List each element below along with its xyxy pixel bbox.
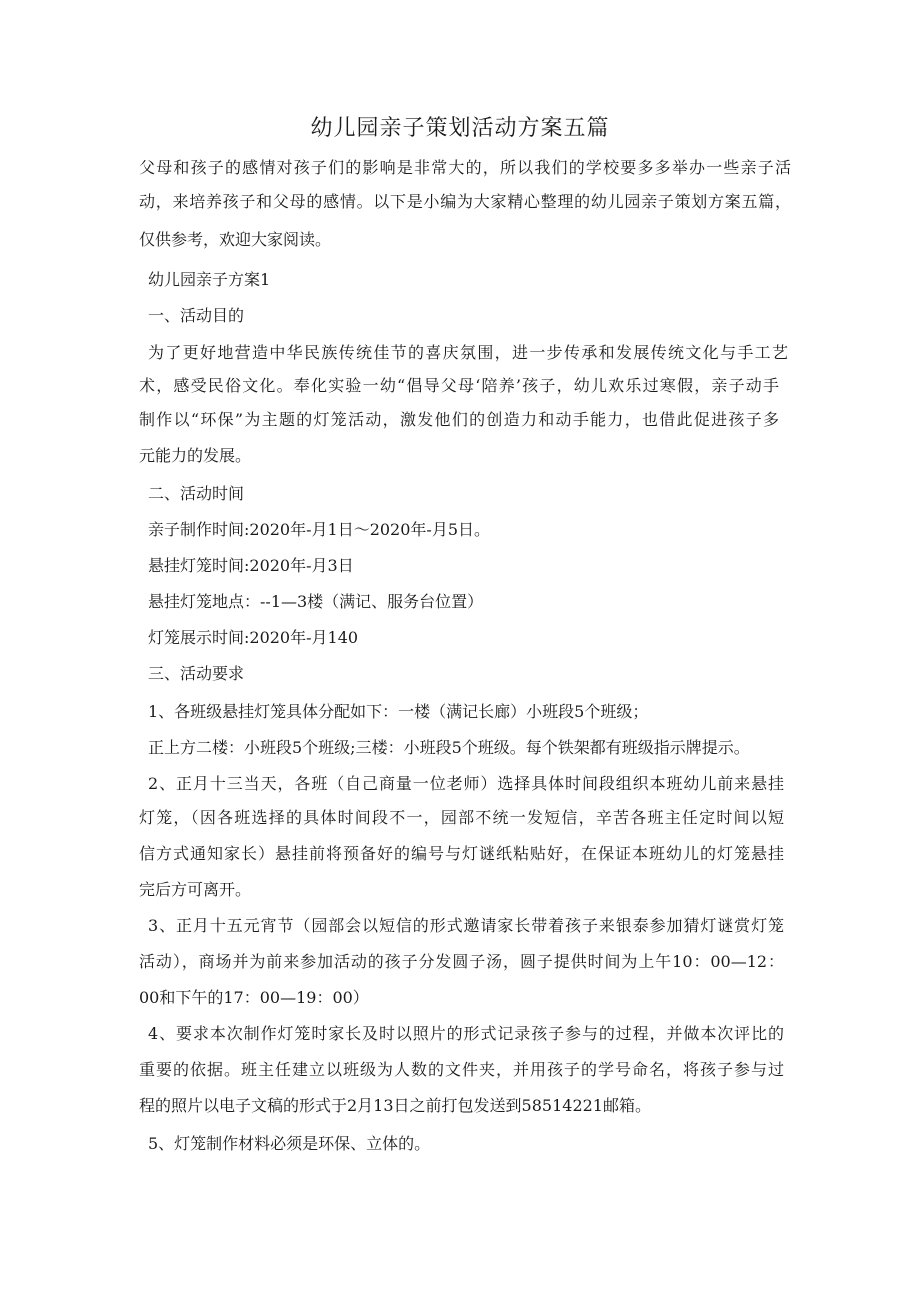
req2-line-4: 完后方可离开。 [139,880,252,899]
section1-heading: 一、活动目的 [148,306,245,325]
section1-line-2: 术，感受民俗文化。奉化实验一幼“倡导父母‘陪养’孩子，幼儿欢乐过寒假，亲子动手 [139,376,779,395]
req1-line-1: 1、各班级悬挂灯笼具体分配如下：一楼（满记长廊）小班段5个班级； [148,702,649,721]
req4-line-2: 重要的依据。班主任建立以班级为人数的文件夹，并用孩子的学号命名，将孩子参与过 [139,1060,784,1079]
document-title: 幼儿园亲子策划活动方案五篇 [310,116,610,141]
intro-line-2: 动，来培养孩子和父母的感情。以下是小编为大家精心整理的幼儿园亲子策划方案五篇， [139,192,791,211]
req2-line-1: 2、正月十三当天，各班（自己商量一位老师）选择具体时间段组织本班幼儿前来悬挂 [148,774,784,793]
section3-heading: 三、活动要求 [148,664,245,683]
plan-heading: 幼儿园亲子方案1 [148,270,271,289]
section1-line-1: 为了更好地营造中华民族传统佳节的喜庆氛围，进一步传承和发展传统文化与手工艺 [148,343,788,362]
section2-item-2: 悬挂灯笼时间:2020年-月3日 [148,556,354,575]
section2-item-1: 亲子制作时间:2020年-月1日～2020年-月5日。 [148,520,491,539]
intro-line-3: 仅供参考，欢迎大家阅读。 [139,230,332,249]
req3-line-1: 3、正月十五元宵节（园部会以短信的形式邀请家长带着孩子来银泰参加猜灯谜赏灯笼 [148,916,784,935]
req1-line-2: 正上方二楼：小班段5个班级;三楼：小班段5个班级。每个铁架都有班级指示牌提示。 [148,738,750,757]
req2-line-2: 灯笼，（因各班选择的具体时间段不一，园部不统一发短信，辛苦各班主任定时间以短 [139,808,784,827]
section2-heading: 二、活动时间 [148,484,245,503]
req4-line-3: 程的照片以电子文稿的形式于2月13日之前打包发送到58514221邮箱。 [139,1096,651,1115]
req3-line-2: 活动），商场并为前来参加活动的孩子分发圆子汤，圆子提供时间为上午10：00—12： [139,952,784,971]
section1-line-3: 制作以“环保”为主题的灯笼活动，激发他们的创造力和动手能力，也借此促进孩子多 [139,410,779,429]
section1-line-4: 元能力的发展。 [139,446,252,465]
req4-line-1: 4、要求本次制作灯笼时家长及时以照片的形式记录孩子参与的过程，并做本次评比的 [148,1024,784,1043]
req5-line: 5、灯笼制作材料必须是环保、立体的。 [148,1134,431,1153]
section2-item-4: 灯笼展示时间:2020年-月140 [148,628,359,647]
req2-line-3: 信方式通知家长）悬挂前将预备好的编号与灯谜纸粘贴好，在保证本班幼儿的灯笼悬挂 [139,844,784,863]
req3-line-3: 00和下午的17：00—19：00） [139,988,369,1007]
intro-line-1: 父母和孩子的感情对孩子们的影响是非常大的，所以我们的学校要多多举办一些亲子活 [139,158,791,177]
section2-item-3: 悬挂灯笼地点：--1—3楼（满记、服务台位置） [148,592,484,611]
